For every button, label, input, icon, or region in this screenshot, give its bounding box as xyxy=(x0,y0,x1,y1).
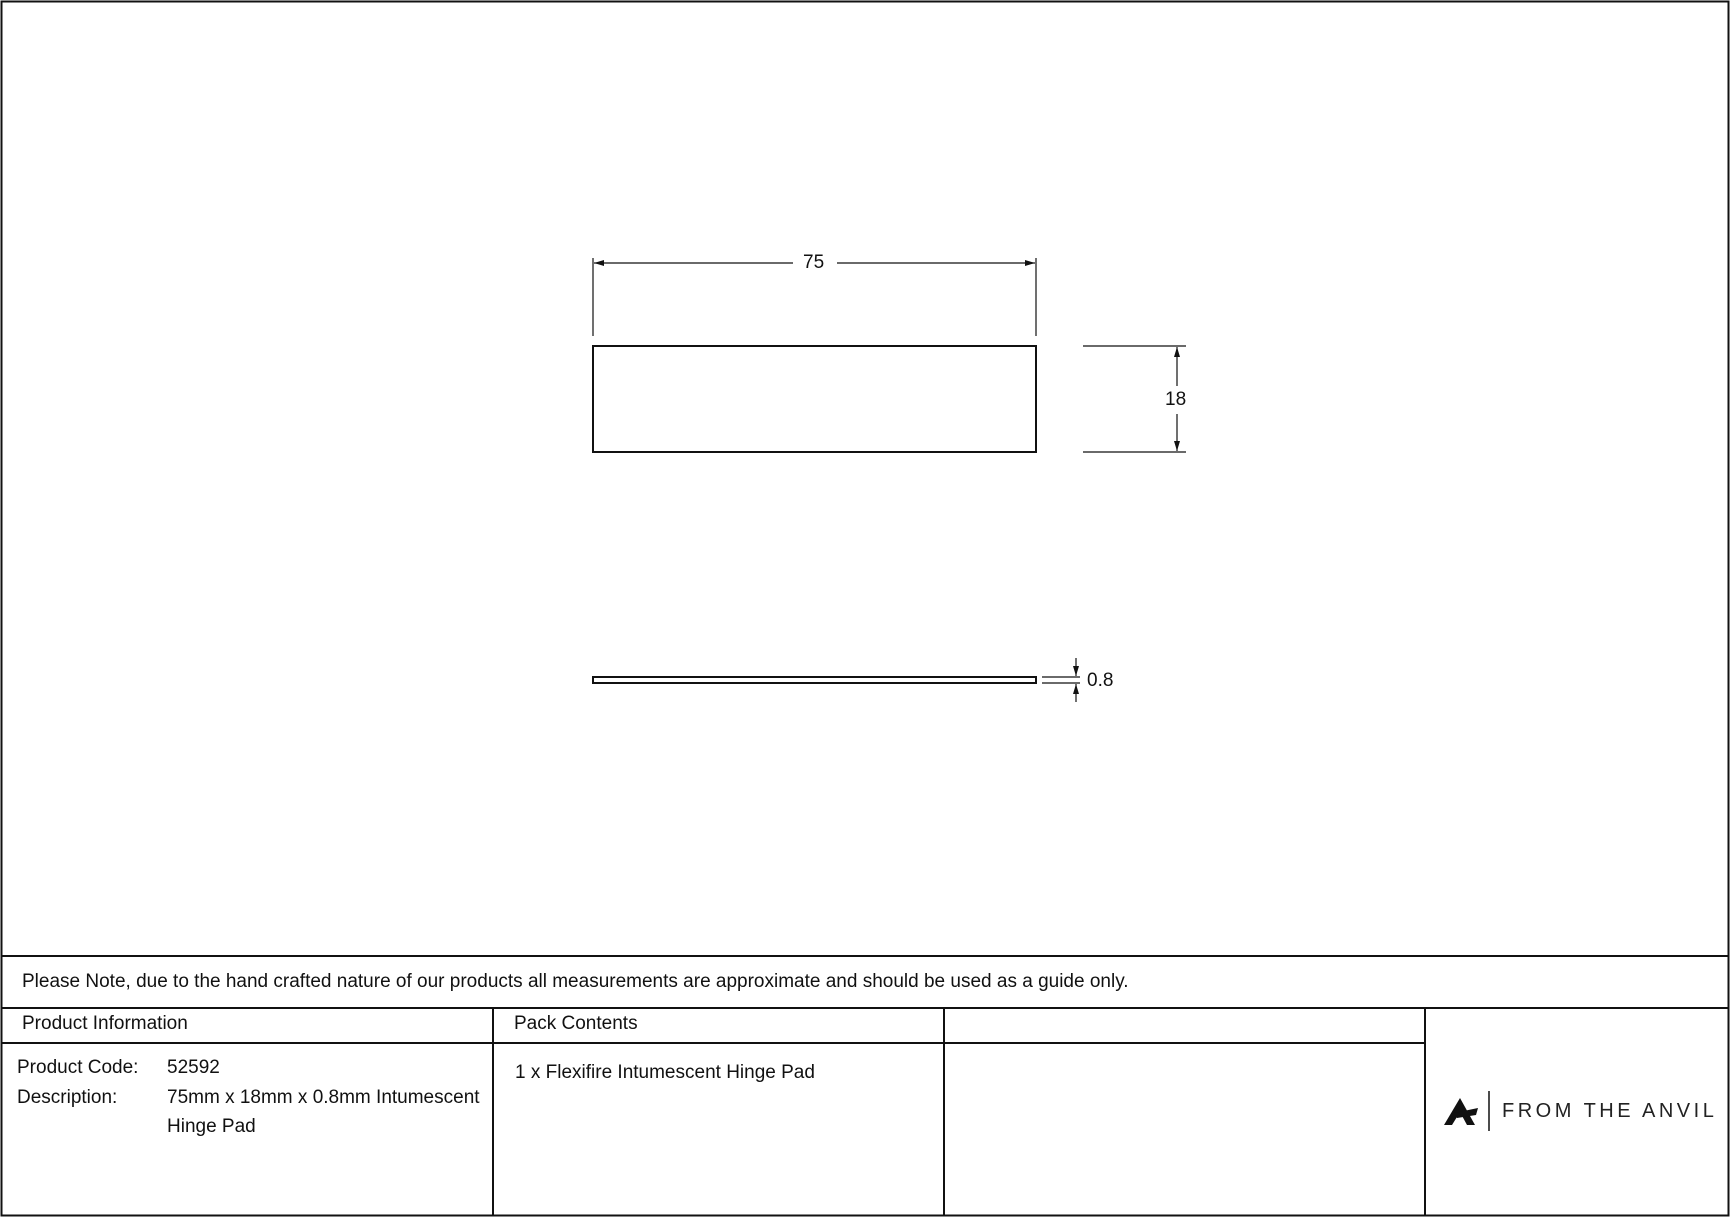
product-code-value: 52592 xyxy=(167,1057,220,1078)
brand-wordmark: FROM THE ANVIL xyxy=(1502,1100,1718,1122)
description-line-1: 75mm x 18mm x 0.8mm Intumescent xyxy=(167,1087,480,1108)
pack-contents-header: Pack Contents xyxy=(514,1013,638,1034)
dim-height-label: 18 xyxy=(1165,389,1187,410)
measurement-note: Please Note, due to the hand crafted nature of our products all measurements are approximate and should be used as a guide only. xyxy=(22,971,1129,992)
description-label: Description: xyxy=(17,1087,118,1108)
pad-top-view xyxy=(593,346,1036,452)
thickness-dimension xyxy=(1042,658,1080,702)
anvil-logo-icon xyxy=(1444,1091,1489,1131)
dim-thickness-label: 0.8 xyxy=(1087,670,1114,691)
pack-contents-item: 1 x Flexifire Intumescent Hinge Pad xyxy=(515,1062,815,1083)
description-line-2: Hinge Pad xyxy=(167,1116,256,1137)
sheet-border xyxy=(2,2,1729,1216)
product-code-label: Product Code: xyxy=(17,1057,139,1078)
dim-width-label: 75 xyxy=(803,252,825,273)
pad-side-view xyxy=(593,677,1036,683)
title-block-grid xyxy=(1,956,1729,1216)
product-info-header: Product Information xyxy=(22,1013,188,1034)
